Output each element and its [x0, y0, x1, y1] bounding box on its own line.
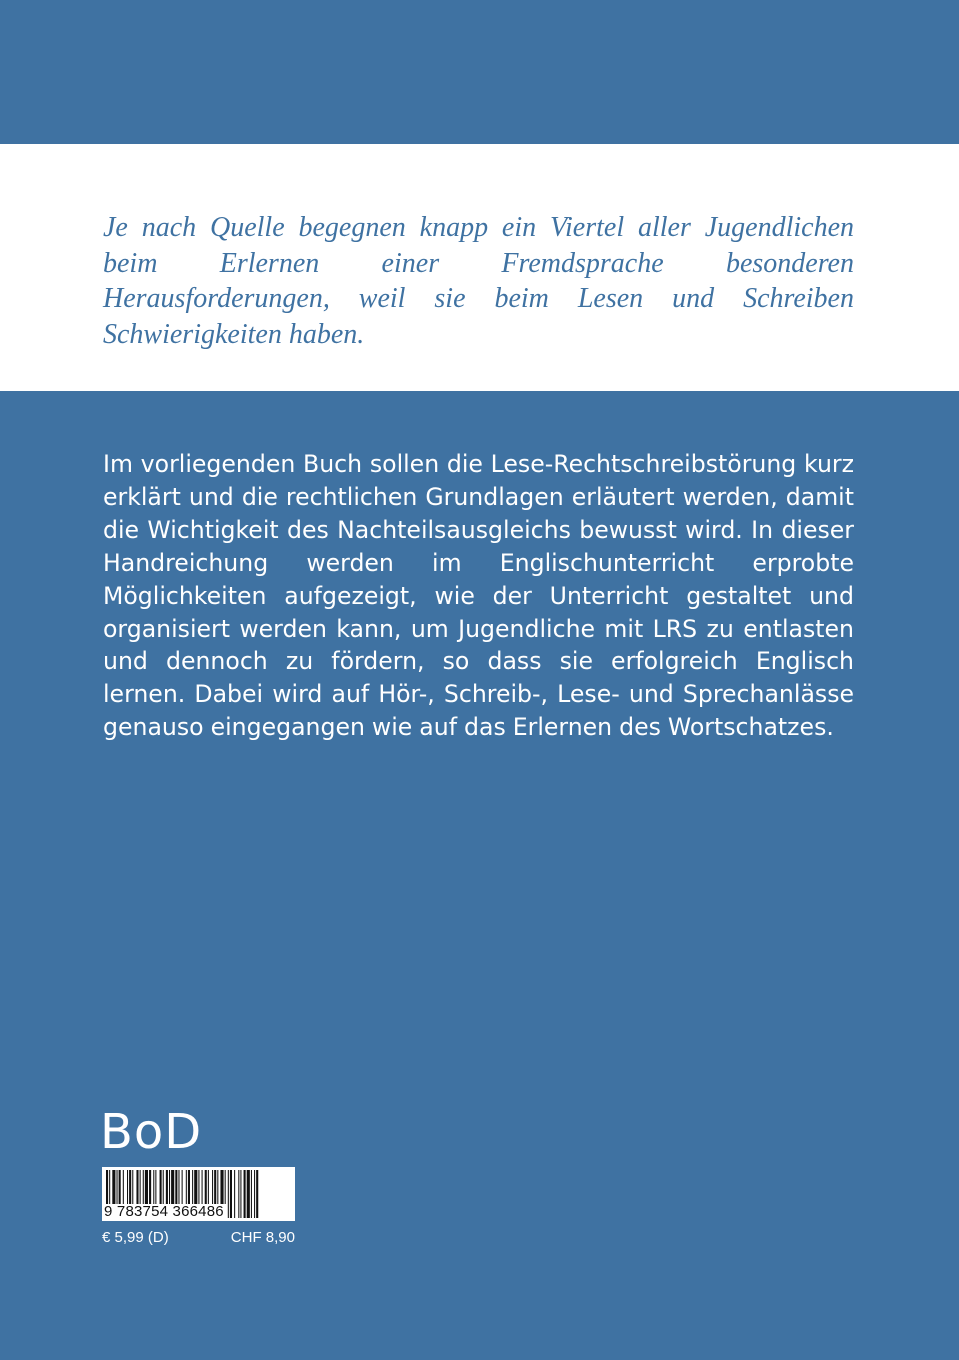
- quote-text: Je nach Quelle begegnen knapp ein Viertel aller Jugendlichen beim Erlernen einer Fremdsprache besonderen Herausforderungen, weil sie beim Lesen und Schreiben Schwierigkeiten haben.: [103, 212, 854, 350]
- barcode-bar: [247, 1170, 250, 1218]
- publisher-logo: BoD: [100, 1104, 203, 1160]
- barcode-bar: [230, 1170, 232, 1218]
- barcode-bar: [234, 1170, 235, 1218]
- barcode-bar: [251, 1170, 252, 1218]
- top-color-band: [0, 0, 959, 144]
- barcode-bar: [228, 1170, 229, 1218]
- isbn-barcode: [102, 1167, 295, 1221]
- price-chf: CHF 8,90: [230, 1229, 295, 1246]
- price-row: [102, 1229, 295, 1246]
- blurb-text: Im vorliegenden Buch sollen die Lese-Rechtschreibstörung kurz erklärt und die rechtlichen Grundlagen erläutert werden, damit die Wichtigkeit des Nachteilsausgleichs bewusst wird. In dieser Handreichung werden im Englischunterricht erprobte Möglichkeiten aufgezeigt, wie der Unterricht gestaltet und organisiert werden kann, um Jugendliche mit LRS zu entlasten und dennoch zu fördern, so dass sie erfolgreich Englisch lernen. Dabei wird auf Hör-, Schreib-, Lese- und Sprechanlässe genauso eingegangen wie auf das Erlernen des Wortschatzes.: [103, 450, 854, 742]
- barcode-bar: [240, 1170, 241, 1218]
- barcode-bar: [256, 1170, 258, 1218]
- isbn-digits: 9 783754 366486: [104, 1203, 224, 1220]
- price-eur: € 5,99 (D): [102, 1229, 169, 1246]
- barcode-bar: [254, 1170, 255, 1218]
- barcode-bar: [244, 1170, 246, 1218]
- barcode-bar: [238, 1170, 239, 1218]
